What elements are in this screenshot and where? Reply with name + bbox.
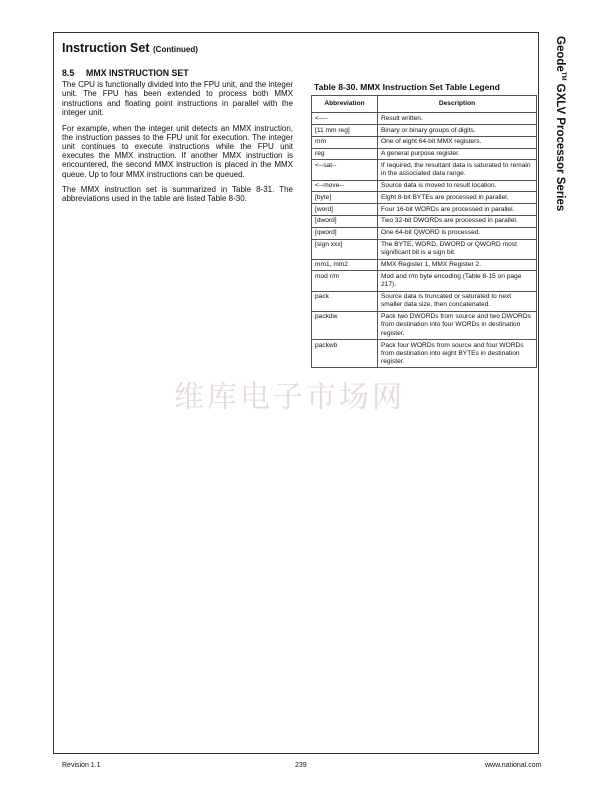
abbreviation-cell: <--move-- xyxy=(312,180,378,192)
footer-page-number: 239 xyxy=(295,762,307,769)
description-cell: Two 32-bit DWORDs are processed in parallel. xyxy=(378,215,537,227)
table-row xyxy=(312,160,537,180)
table-row xyxy=(312,259,537,271)
table-row xyxy=(312,204,537,216)
description-cell: Binary or binary groups of digits. xyxy=(378,125,537,137)
abbreviation-cell: <--sat-- xyxy=(312,160,378,180)
paragraph: For example, when the integer unit detects an MMX instruction, the instruction passes to the FPU unit for execution. The integer unit continues to execute instructions while the FPU unit executes the MMX instruction. If another MMX instruction is encountered, the second MMX instruction is placed in the MMX queue. Up to four MMX instructions can be queued. xyxy=(62,123,293,179)
table-row xyxy=(312,136,537,148)
abbreviation-cell: [11 mm reg] xyxy=(312,125,378,137)
description-cell: One 64-bit QWORD is processed. xyxy=(378,227,537,239)
description-cell: Pack four WORDs from source and four WORDs from destination into eight BYTEs in destination register. xyxy=(378,340,537,368)
description-cell: Four 16-bit WORDs are processed in parallel. xyxy=(378,204,537,216)
paragraph: The MMX instruction set is summarized in Table 8-31. The abbreviations used in the table are listed Table 8-30. xyxy=(62,185,293,204)
description-cell: Source data is moved to result location. xyxy=(378,180,537,192)
table-row xyxy=(312,148,537,160)
table-row xyxy=(312,192,537,204)
description-cell: MMX Register 1, MMX Register 2. xyxy=(378,259,537,271)
legend-table-container xyxy=(311,82,536,368)
abbreviation-cell: pack xyxy=(312,291,378,311)
continued-label: (Continued) xyxy=(153,45,198,54)
description-cell: A general purpose register. xyxy=(378,148,537,160)
abbreviation-cell: [byte] xyxy=(312,192,378,204)
page-title-text: Instruction Set xyxy=(62,41,150,55)
column-header-abbreviation: Abbreviation xyxy=(312,96,378,113)
description-cell: Pack two DWORDs from source and two DWORDs from destination into four WORDs in destination register. xyxy=(378,311,537,339)
abbreviation-cell: packdw xyxy=(312,311,378,339)
legend-table xyxy=(311,95,537,368)
abbreviation-cell: reg xyxy=(312,148,378,160)
table-row xyxy=(312,271,537,291)
watermark: 维库电子市场网 xyxy=(174,380,405,415)
table-row xyxy=(312,239,537,259)
table-header-row xyxy=(312,96,537,113)
column-header-description: Description xyxy=(378,96,537,113)
page-title xyxy=(62,41,198,55)
description-cell: If required, the resultant data is saturated to remain in the associated data range. xyxy=(378,160,537,180)
side-series-title xyxy=(556,36,570,236)
table-body xyxy=(312,113,537,368)
abbreviation-cell: [sign xxx] xyxy=(312,239,378,259)
footer-url: www.national.com xyxy=(485,762,542,769)
abbreviation-cell: <---- xyxy=(312,113,378,125)
section-number: 8.5 xyxy=(62,68,75,78)
abbreviation-cell: [word] xyxy=(312,204,378,216)
body-text-column xyxy=(62,69,293,210)
abbreviation-cell: mm xyxy=(312,136,378,148)
table-row xyxy=(312,125,537,137)
description-cell: Result written. xyxy=(378,113,537,125)
table-row xyxy=(312,180,537,192)
side-series-name: GXLV Processor Series xyxy=(554,80,567,212)
side-brand: Geode xyxy=(554,36,567,72)
description-cell: One of eight 64-bit MMX registers. xyxy=(378,136,537,148)
abbreviation-cell: packwb xyxy=(312,340,378,368)
paragraph: The CPU is functionally divided into the FPU unit, and the integer unit. The FPU has been extended to process both MMX instructions and floating point instructions in parallel with the integer unit. xyxy=(62,80,293,117)
abbreviation-cell: mod r/m xyxy=(312,271,378,291)
table-row xyxy=(312,311,537,339)
table-row xyxy=(312,215,537,227)
section-title: MMX INSTRUCTION SET xyxy=(86,68,189,78)
abbreviation-cell: mm1, mm2 xyxy=(312,259,378,271)
description-cell: Mod and r/m byte encoding (Table 8-15 on page 217). xyxy=(378,271,537,291)
table-row xyxy=(312,340,537,368)
table-row xyxy=(312,227,537,239)
section-heading xyxy=(62,69,293,78)
description-cell: Source data is truncated or saturated to next smaller data size, then concatenated. xyxy=(378,291,537,311)
abbreviation-cell: [dword] xyxy=(312,215,378,227)
description-cell: The BYTE, WORD, DWORD or QWORD most significant bit is a sign bit. xyxy=(378,239,537,259)
table-title: Table 8-30. MMX Instruction Set Table Legend xyxy=(314,82,500,92)
description-cell: Eight 8-bit BYTEs are processed in parallel. xyxy=(378,192,537,204)
trademark-mark: TM xyxy=(560,71,566,81)
table-row xyxy=(312,113,537,125)
table-row xyxy=(312,291,537,311)
footer-revision: Revision 1.1 xyxy=(62,762,101,769)
abbreviation-cell: [qword] xyxy=(312,227,378,239)
